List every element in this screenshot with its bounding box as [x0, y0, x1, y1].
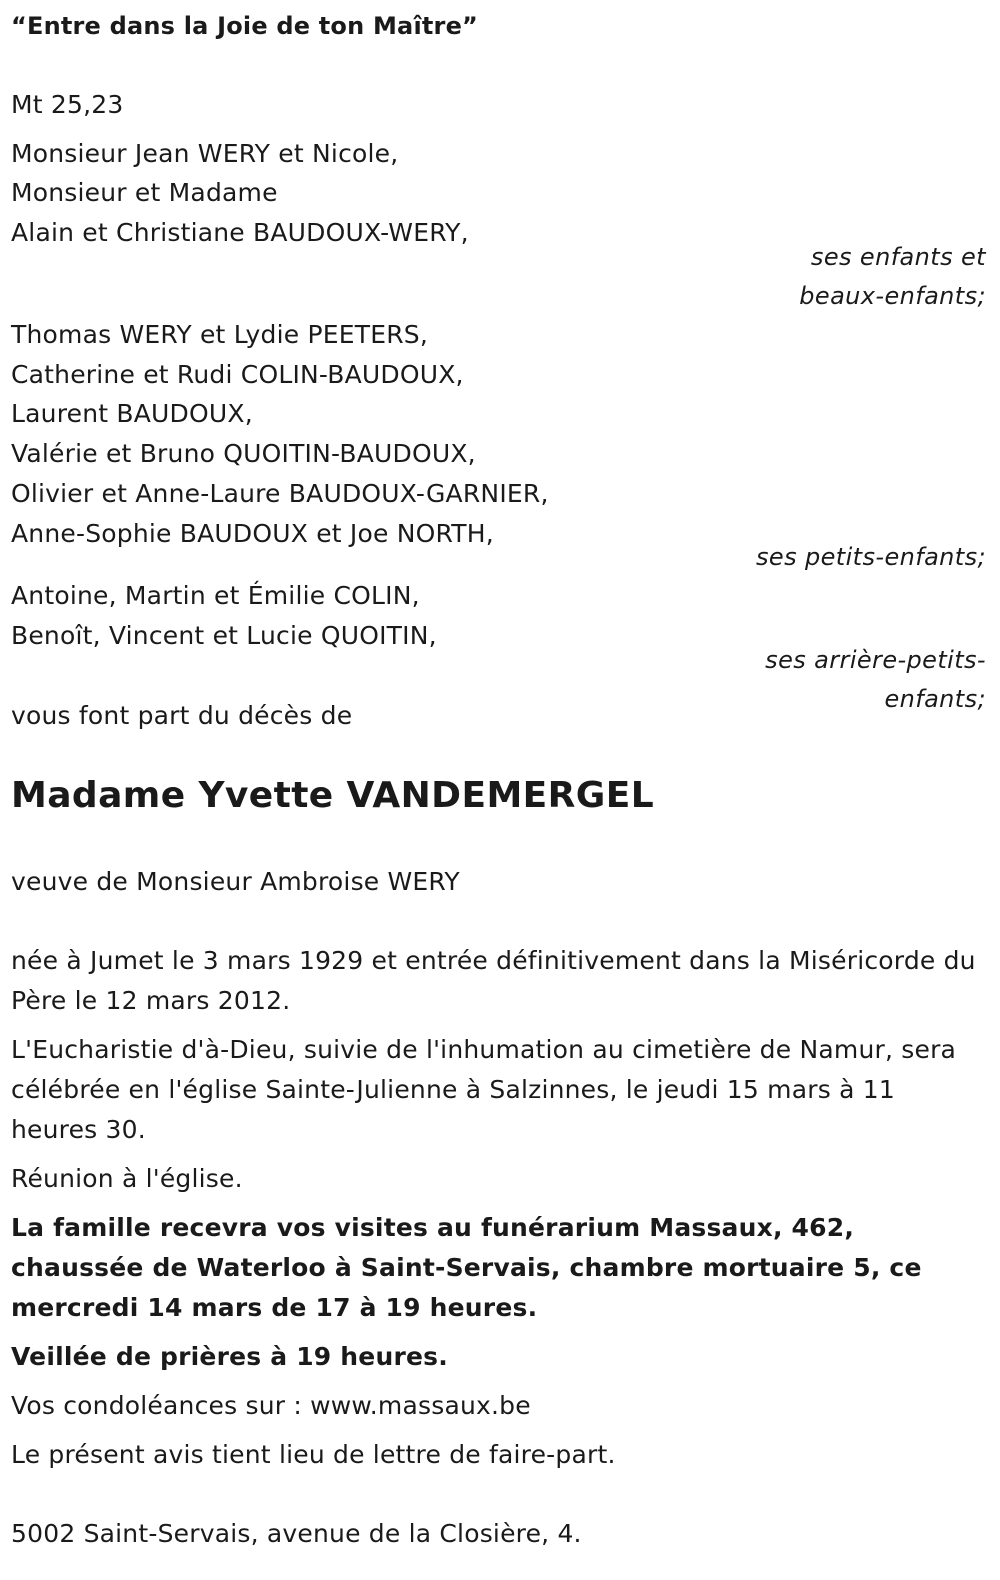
- ceremony-paragraph: L'Eucharistie d'à-Dieu, suivie de l'inhumation au cimetière de Namur, sera célébrée en l'église Sainte-Julienne à Salzinnes, le jeudi 15 mars à 11 heures 30.: [11, 1035, 957, 1144]
- grandchildren-line: Anne-Sophie BAUDOUX et Joe NORTH,: [11, 519, 494, 548]
- children-role: ses enfants et: [810, 243, 986, 271]
- children-line: Monsieur Jean WERY et Nicole,: [11, 139, 399, 168]
- bible-reference: Mt 25,23: [11, 90, 124, 119]
- children-line: Monsieur et Madame: [11, 178, 278, 207]
- deceased-name: Madame Yvette VANDEMERGEL: [11, 775, 655, 816]
- grandchildren-line: Catherine et Rudi COLIN-BAUDOUX,: [11, 360, 464, 389]
- great-grandchildren-line: Benoît, Vincent et Lucie QUOITIN,: [11, 621, 437, 650]
- announcement-line: vous font part du décès de: [11, 701, 353, 730]
- grandchildren-line: Valérie et Bruno QUOITIN-BAUDOUX,: [11, 439, 476, 468]
- widow-of-line: veuve de Monsieur Ambroise WERY: [11, 867, 460, 896]
- motto-quote: “Entre dans la Joie de ton Maître”: [11, 12, 479, 40]
- grandchildren-line: Laurent BAUDOUX,: [11, 399, 253, 428]
- visits-paragraph: La famille recevra vos visites au funérarium Massaux, 462, chaussée de Waterloo à Saint-Servais, chambre mortuaire 5, ce mercredi 14 mars de 17 à 19 heures.: [11, 1213, 922, 1322]
- notice-line: Le présent avis tient lieu de lettre de faire-part.: [11, 1440, 616, 1469]
- grandchildren-role: ses petits-enfants;: [756, 543, 986, 571]
- vigil-line: Veillée de prières à 19 heures.: [11, 1342, 448, 1371]
- grandchildren-line: Thomas WERY et Lydie PEETERS,: [11, 320, 428, 349]
- great-grandchildren-role: enfants;: [884, 685, 986, 713]
- grandchildren-line: Olivier et Anne-Laure BAUDOUX-GARNIER,: [11, 479, 549, 508]
- condolences-line: Vos condoléances sur : www.massaux.be: [11, 1391, 531, 1420]
- birth-death-paragraph: née à Jumet le 3 mars 1929 et entrée définitivement dans la Miséricorde du Père le 12 mars 2012.: [11, 946, 976, 1015]
- reunion-line: Réunion à l'église.: [11, 1164, 243, 1193]
- address-line: 5002 Saint-Servais, avenue de la Closière, 4.: [11, 1519, 582, 1548]
- children-line: Alain et Christiane BAUDOUX-WERY,: [11, 218, 469, 247]
- great-grandchildren-role: ses arrière-petits-: [765, 646, 986, 674]
- children-role: beaux-enfants;: [799, 282, 986, 310]
- great-grandchildren-line: Antoine, Martin et Émilie COLIN,: [11, 581, 420, 610]
